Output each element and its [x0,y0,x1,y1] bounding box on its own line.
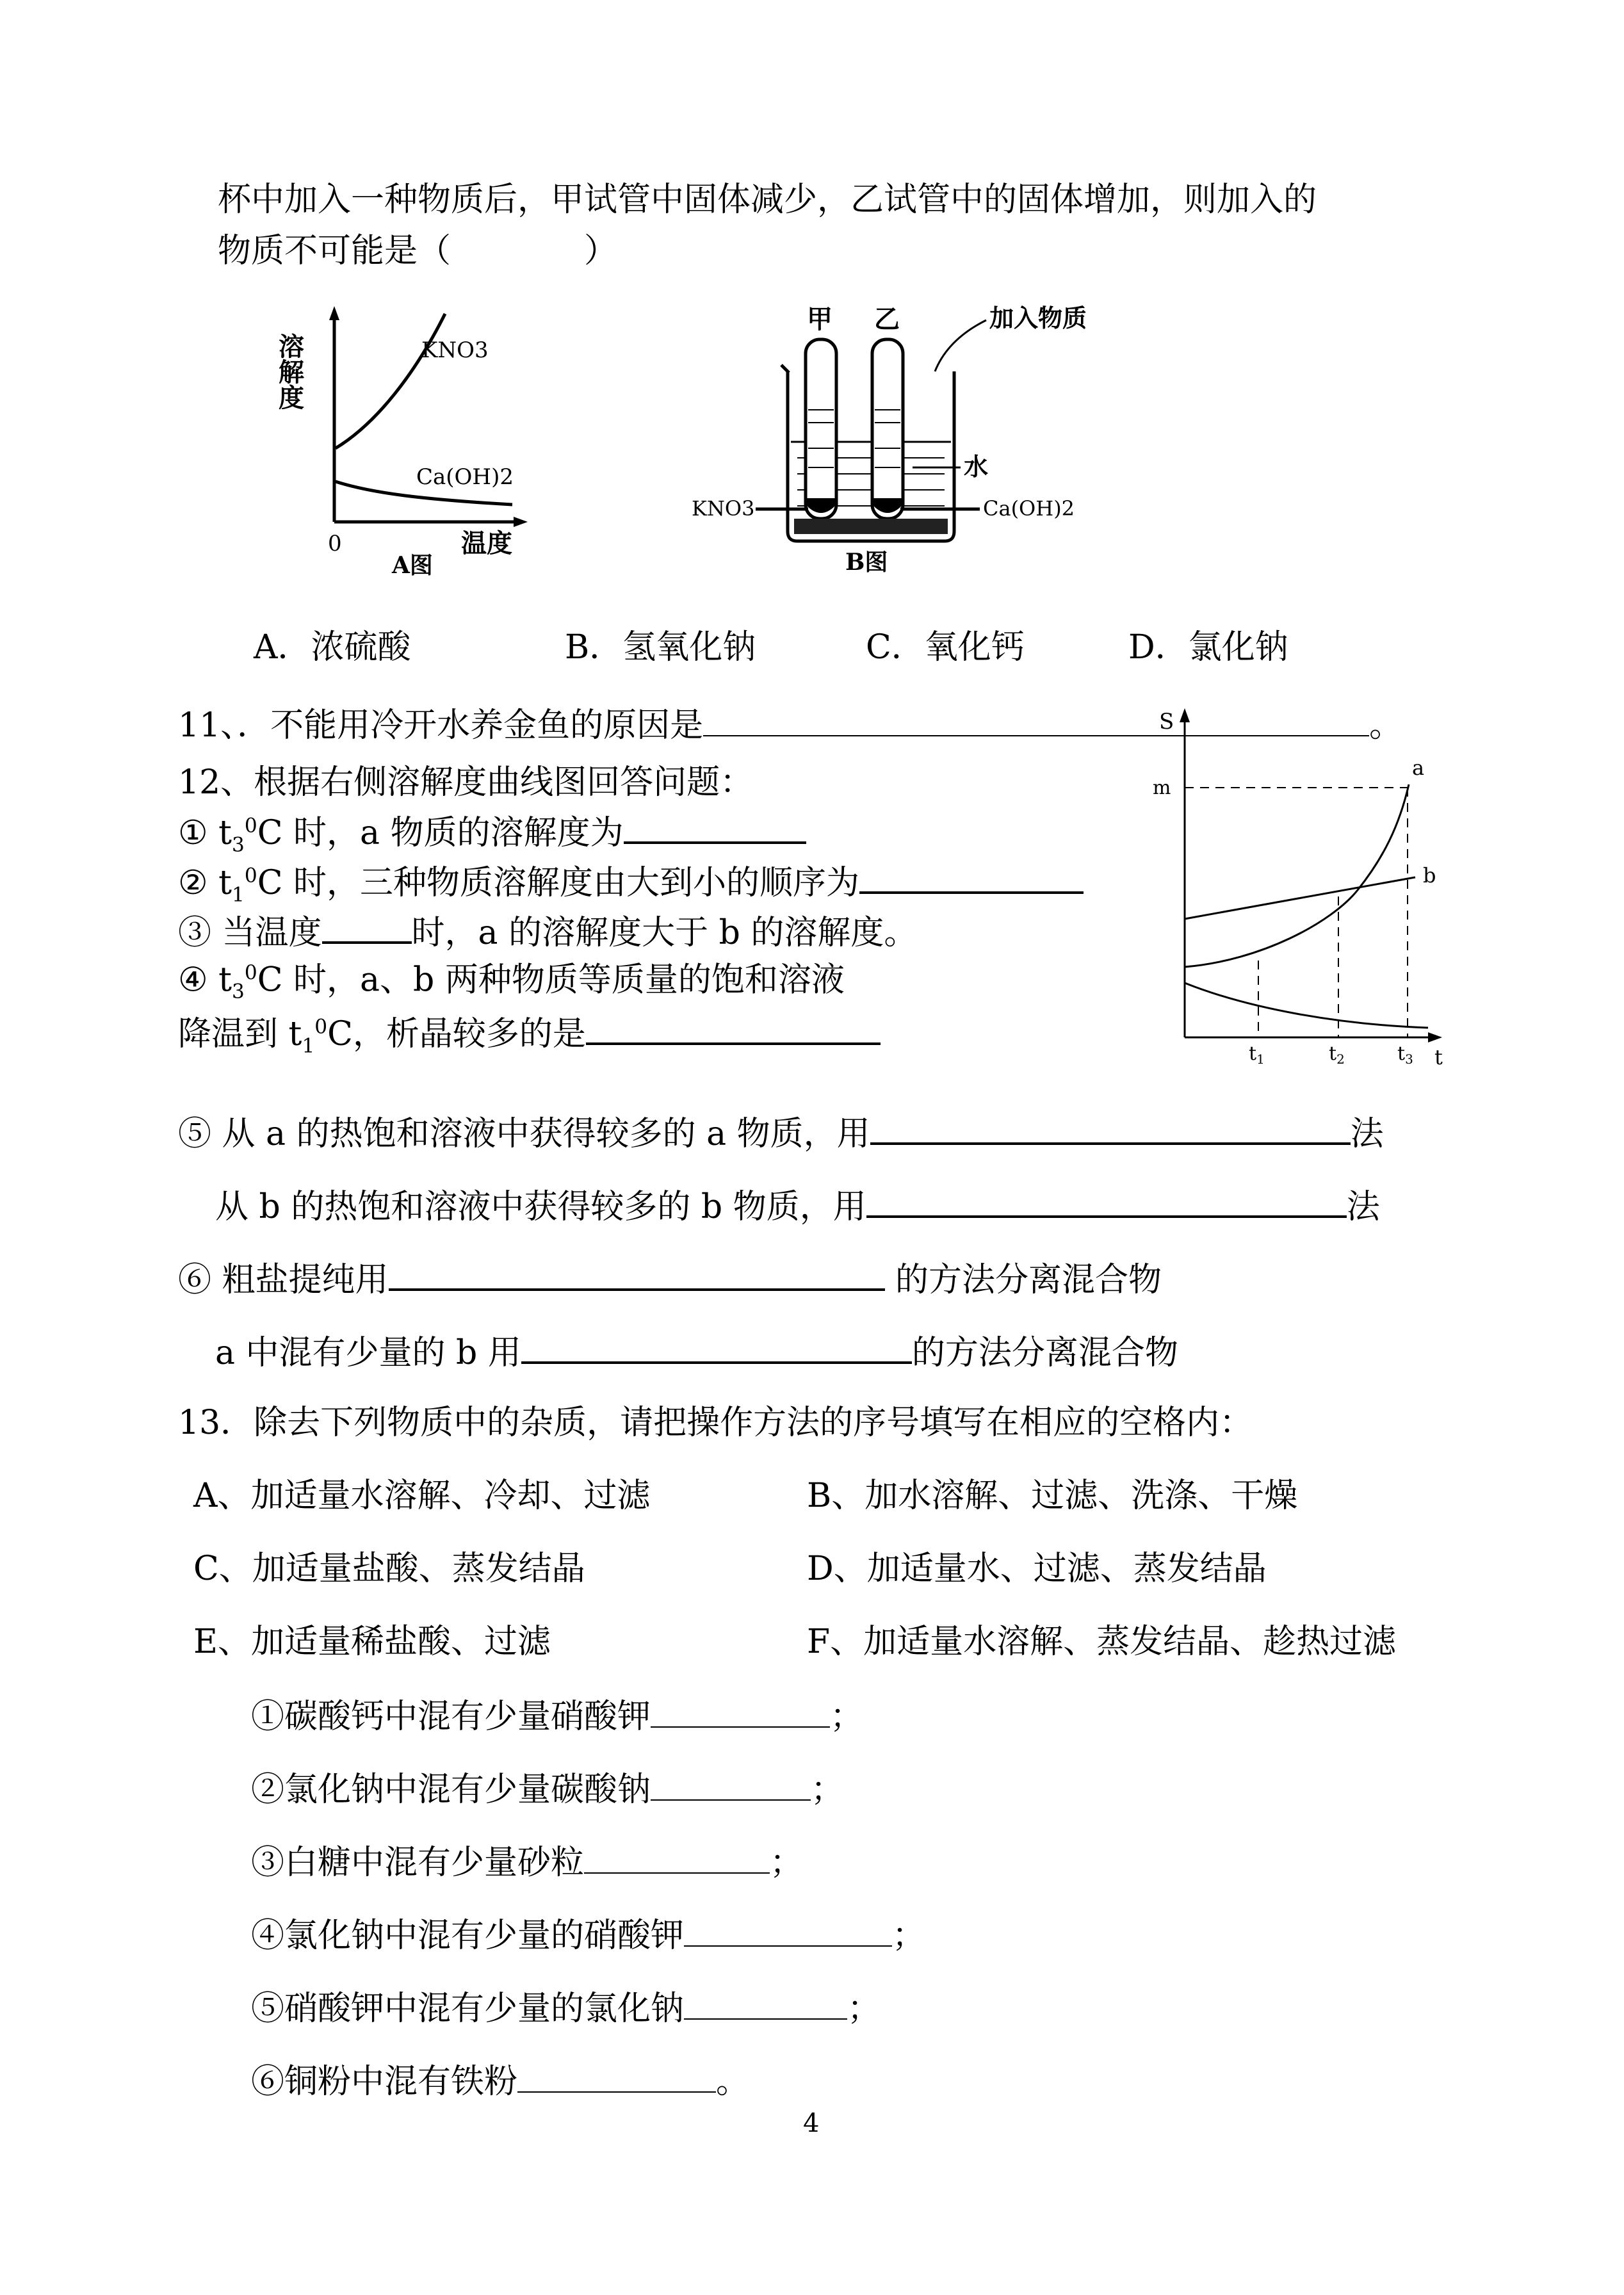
figure-a-caption: A图 [392,552,433,579]
option-d: D．氯化钠 [1128,628,1288,667]
graph-t2-label: $t_2$ [1329,1042,1345,1067]
q13-item3: ③白糖中混有少量砂粒 ； [251,1844,804,1882]
q12-item1: ① $t_3^0C$ 时，a 物质的溶解度为 [178,813,806,856]
q12-item4-line2: 降温到 $t_1^0C$，析晶较多的是 [178,1014,881,1057]
q13-item2-blank[interactable] [651,1771,811,1801]
q12-item2-blank[interactable] [859,863,1084,894]
q13-option-d: D、加适量水、过滤、蒸发结晶 [807,1550,1267,1588]
q12-item5-blank[interactable] [870,1114,1351,1145]
figure-a-solubility-chart [274,301,551,583]
option-c: C．氧化钙 [866,628,1025,667]
q12-item5-line2: 从 b 的热饱和溶液中获得较多的 b 物质，用 法 [215,1188,1380,1226]
figure-b-caption: B图 [845,549,888,576]
graph-t1-label: $t_1$ [1249,1042,1265,1067]
q12-item6: ⑥ 粗盐提纯用 的方法分离混合物 [178,1261,1162,1299]
graph-t3-label: $t_3$ [1397,1042,1413,1067]
q13-item6: ⑥铜粉中混有铁粉 。 [251,2063,750,2101]
option-a: A．浓硫酸 [254,628,411,667]
q13-option-f: F、加适量水溶解、蒸发结晶、趁热过滤 [807,1623,1397,1661]
q12-item4: ④ $t_3^0C$ 时，a、b 两种物质等质量的饱和溶液 [178,961,845,1003]
graph-m-label: m [1153,777,1171,799]
graph-y-axis-label: S [1159,709,1174,734]
q13-option-a: A、加适量水溶解、冷却、过滤 [193,1477,651,1515]
kno3-label: KNO3 [692,496,755,521]
q13-item4: ④氯化钠中混有少量的硝酸钾 ； [251,1917,926,1955]
page-number: 4 [803,2109,820,2138]
q11-text: 11、．不能用冷开水养金鱼的原因是 [178,706,704,745]
caoh2-label: Ca(OH)2 [983,496,1075,521]
q12-item4-blank[interactable] [586,1014,881,1045]
q12-item6-line2: a 中混有少量的 b 用 的方法分离混合物 [215,1334,1178,1372]
graph-curve-b-label: b [1423,863,1436,888]
q13-option-b: B、加水溶解、过滤、洗涤、干燥 [807,1477,1298,1515]
q13-option-e: E、加适量稀盐酸、过滤 [193,1623,551,1661]
figure-b-beaker-diagram [692,295,1108,583]
q13-item2: ②氯化钠中混有少量碳酸钠 ； [251,1771,845,1809]
q12-item3: ③ 当温度 时，a 的溶解度大于 b 的溶解度。 [178,914,918,952]
q13-title: 13．除去下列物质中的杂质，请把操作方法的序号填写在相应的空格内： [178,1404,1253,1442]
graph-x-axis-label: t [1434,1045,1443,1069]
q12-item6-blank[interactable] [389,1260,885,1291]
q12-title: 12、根据右侧溶解度曲线图回答问题： [178,763,754,802]
q10-line1: 杯中加入一种物质后，甲试管中固体减少，乙试管中的固体增加，则加入的 [218,181,1317,219]
q11-end: 。 [1369,706,1403,745]
figure-a-origin: 0 [328,531,342,556]
water-label: 水 [964,452,989,481]
q13-item1-blank[interactable] [651,1698,830,1728]
figure-a-curve2-label: Ca(OH)2 [416,464,514,490]
figure-a-curve1-label: KNO3 [421,337,489,363]
q13-item6-blank[interactable] [517,2063,716,2093]
q13-item5: ⑤硝酸钾中混有少量的氯化钠 ； [251,1990,881,2028]
q10-line2: 物质不可能是（ ） [218,232,618,270]
q12-item2: ② $t_1^0C$ 时，三种物质溶解度由大到小的顺序为 [178,863,1084,905]
q12-item6b-blank[interactable] [521,1333,912,1364]
tube-yi-label: 乙 [874,304,900,334]
q13-option-c: C、加适量盐酸、蒸发结晶 [193,1550,585,1588]
option-b: B．氢氧化钠 [565,628,756,667]
figure-a-xlabel: 温度 [461,528,512,558]
tube-jia-label: 甲 [807,304,832,334]
q12-item5: ⑤ 从 a 的热饱和溶液中获得较多的 a 物质，用 法 [178,1115,1384,1153]
q12-solubility-graph [1146,704,1466,1069]
q13-item5-blank[interactable] [684,1990,847,2020]
q12-item5b-blank[interactable] [866,1187,1347,1218]
added-substance-label: 加入物质 [989,304,1087,332]
q13-item4-blank[interactable] [684,1917,892,1947]
q13-item1: ①碳酸钙中混有少量硝酸钾 ； [251,1698,864,1736]
q12-item1-blank[interactable] [624,813,806,844]
q12-item3-blank[interactable] [322,913,412,944]
q13-item3-blank[interactable] [584,1844,770,1874]
figure-a-ylabel: 溶解度 [274,333,305,410]
graph-curve-a-label: a [1412,756,1425,780]
